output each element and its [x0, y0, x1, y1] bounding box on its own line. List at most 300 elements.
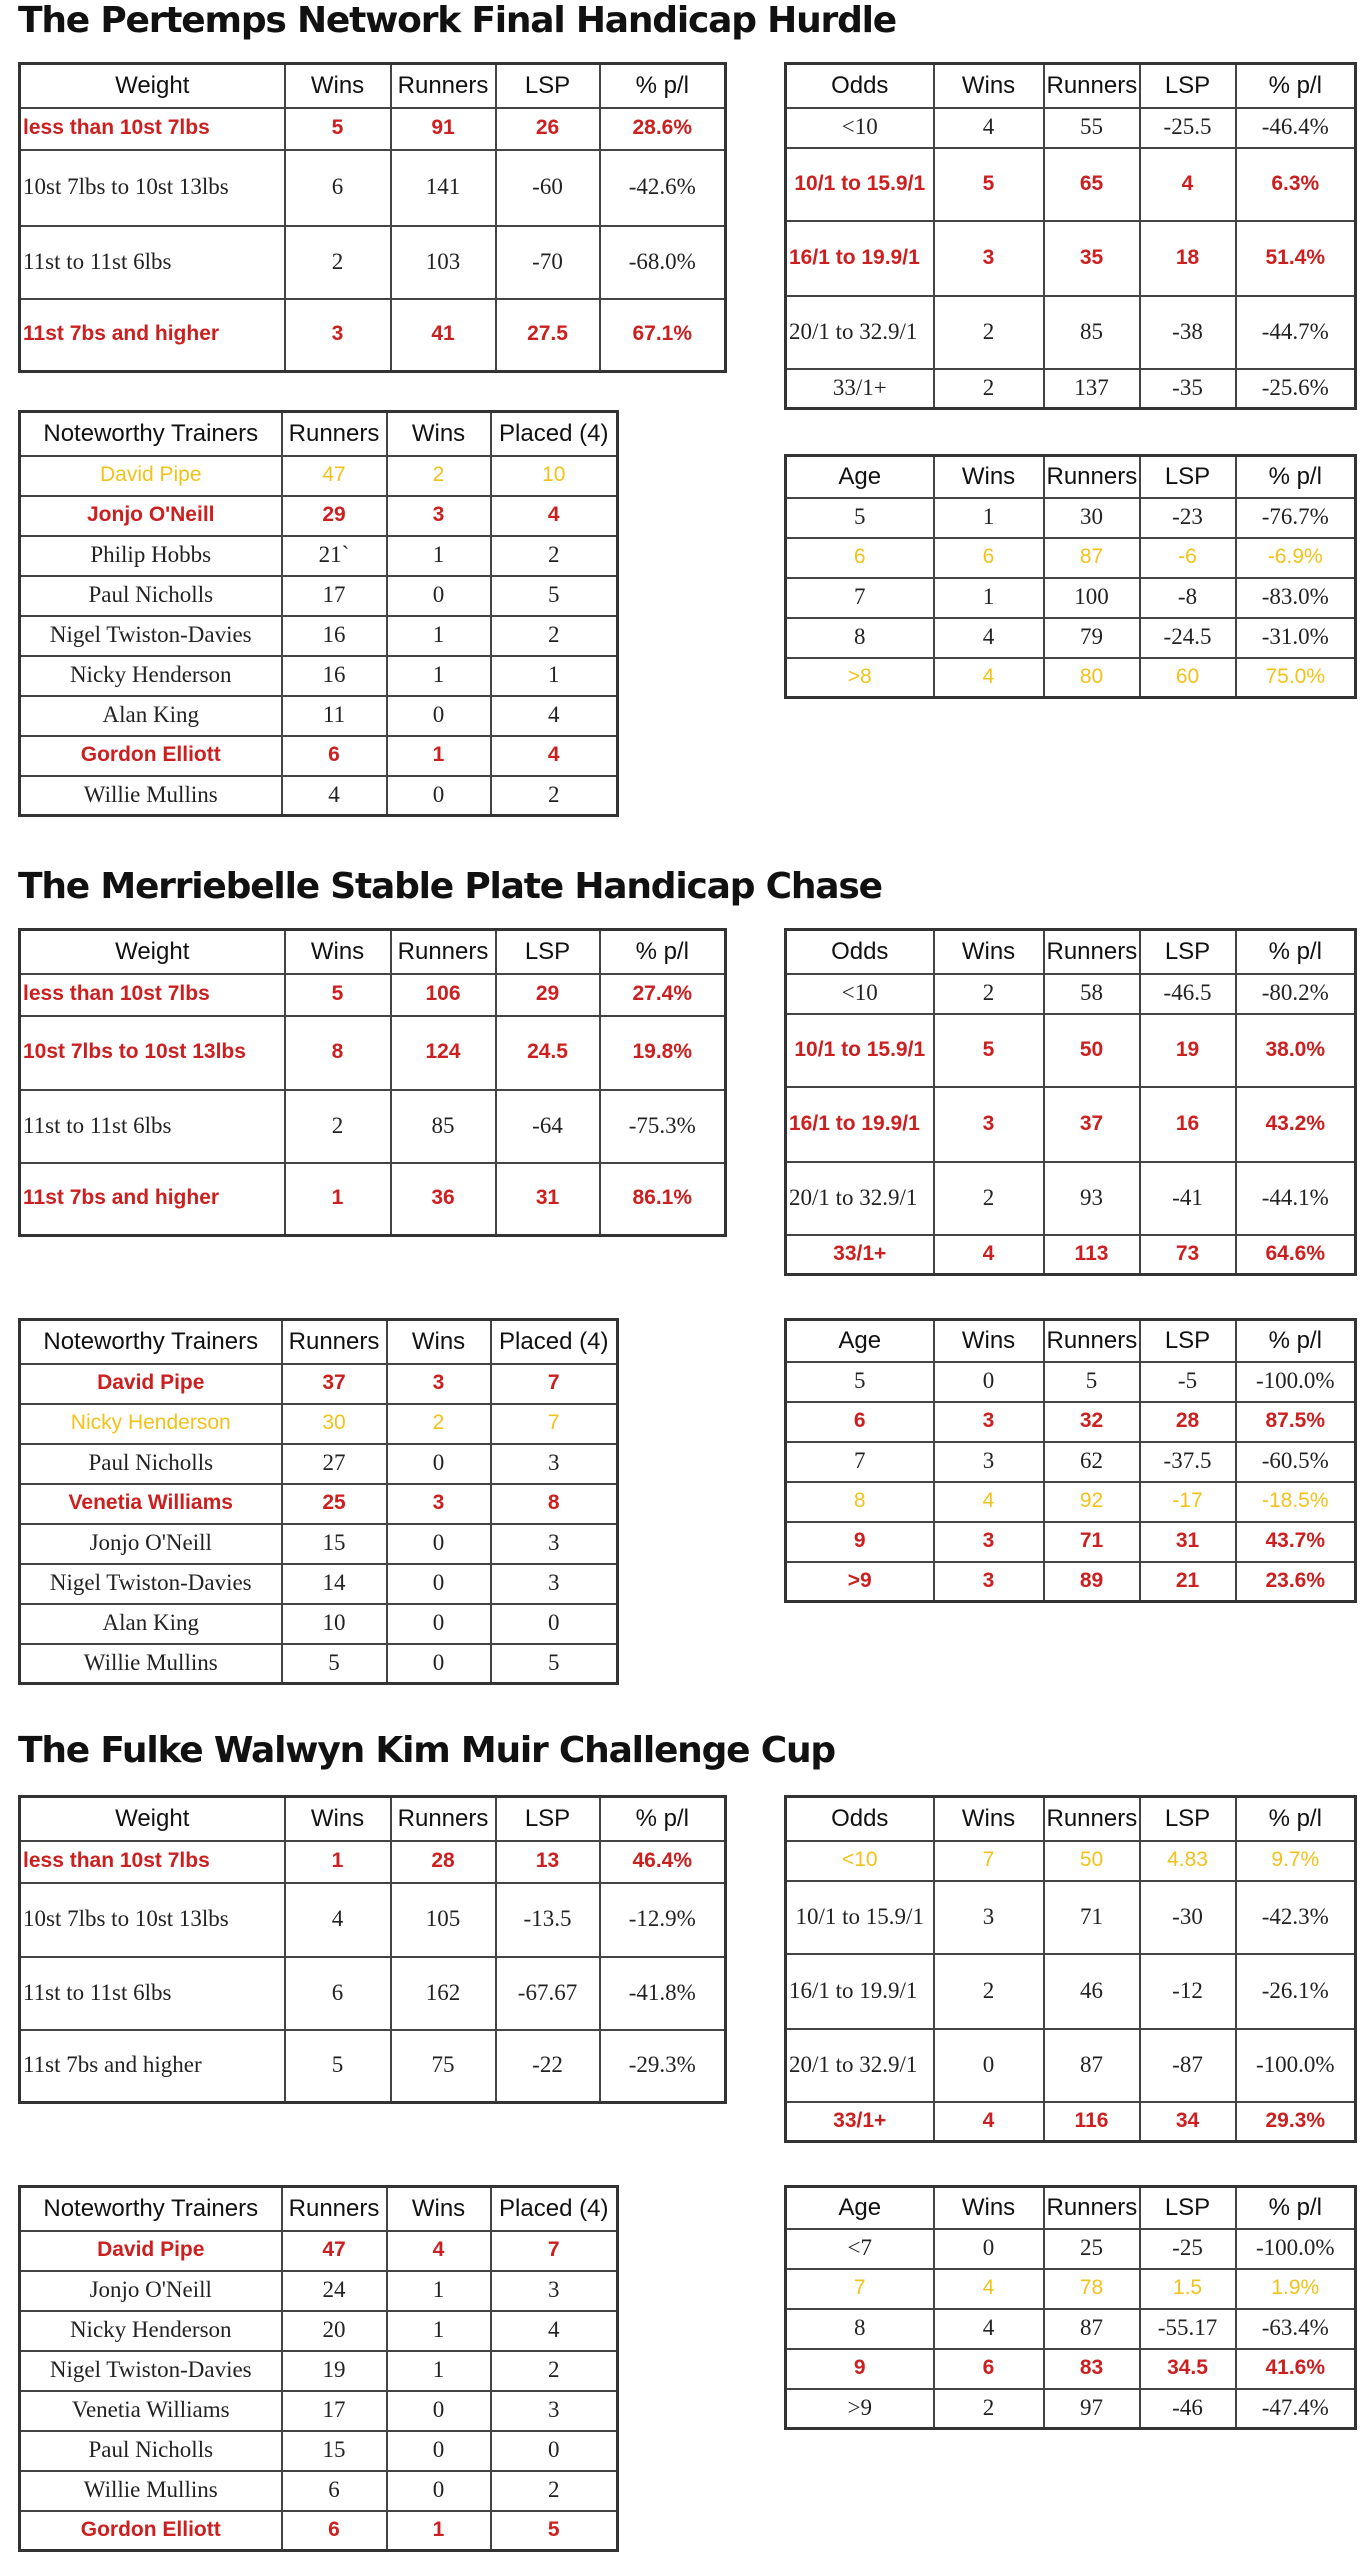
- table-cell: -60.5%: [1236, 1442, 1356, 1482]
- table-cell: <7: [786, 2229, 934, 2269]
- table-cell: 51.4%: [1236, 221, 1356, 296]
- table-row: [20, 1090, 726, 1163]
- table-cell: -70: [496, 226, 600, 299]
- table-cell: 1: [491, 656, 618, 696]
- table-cell: 24: [282, 2271, 387, 2311]
- col-header: Runners: [391, 1797, 496, 1841]
- table-cell: 21`: [282, 536, 387, 576]
- table-cell: 5: [934, 1014, 1044, 1087]
- col-header: Runners: [1044, 2187, 1140, 2229]
- col-header: % p/l: [600, 64, 726, 108]
- table-row: [20, 1484, 618, 1524]
- table-cell: 1: [387, 656, 491, 696]
- table-cell: David Pipe: [20, 456, 282, 496]
- table-cell: 87.5%: [1236, 1402, 1356, 1442]
- col-header: Runners: [282, 412, 387, 456]
- table-cell: 36: [391, 1163, 496, 1236]
- table-cell: 5: [786, 1362, 934, 1402]
- col-header: Noteworthy Trainers: [20, 2187, 282, 2231]
- table-cell: 29: [282, 496, 387, 536]
- table-row: [786, 1087, 1356, 1162]
- table-cell: 64.6%: [1236, 1235, 1356, 1275]
- table-cell: 46.4%: [600, 1841, 726, 1883]
- table-cell: 2: [491, 616, 618, 656]
- table-row: [786, 618, 1356, 658]
- table-cell: 29.3%: [1236, 2102, 1356, 2142]
- col-header: Runners: [282, 2187, 387, 2231]
- table-cell: 10st 7lbs to 10st 13lbs: [20, 1016, 285, 1090]
- table-cell: 33/1+: [786, 1235, 934, 1275]
- table-cell: 162: [391, 1957, 496, 2030]
- table-cell: 7: [786, 578, 934, 618]
- table-cell: 0: [491, 2431, 618, 2471]
- table-cell: 0: [387, 1524, 491, 1564]
- table-cell: Nicky Henderson: [20, 656, 282, 696]
- table-cell: 67.1%: [600, 299, 726, 372]
- table-cell: 29: [496, 974, 600, 1016]
- col-header: Age: [786, 2187, 934, 2229]
- table-row: [786, 369, 1356, 409]
- table-cell: 41.6%: [1236, 2349, 1356, 2389]
- table-row: [786, 1235, 1356, 1275]
- table-cell: 16/1 to 19.9/1: [786, 1087, 934, 1162]
- table-cell: 31: [1140, 1522, 1236, 1562]
- table-cell: 1: [387, 736, 491, 776]
- col-header: % p/l: [1236, 1320, 1356, 1362]
- col-header: LSP: [496, 64, 600, 108]
- col-header: Wins: [934, 64, 1044, 108]
- table-row: [20, 2311, 618, 2351]
- table-cell: 50: [1044, 1841, 1140, 1881]
- table-cell: 8: [786, 1482, 934, 1522]
- table-cell: -100.0%: [1236, 2229, 1356, 2269]
- age-table: [784, 1318, 1357, 1603]
- table-row: [20, 616, 618, 656]
- col-header: Wins: [285, 1797, 391, 1841]
- table-cell: 73: [1140, 1235, 1236, 1275]
- table-cell: Nigel Twiston-Davies: [20, 616, 282, 656]
- col-header: Wins: [934, 930, 1044, 974]
- col-header: Wins: [285, 930, 391, 974]
- table-row: [786, 2029, 1356, 2102]
- table-cell: -55.17: [1140, 2309, 1236, 2349]
- table-cell: -5: [1140, 1362, 1236, 1402]
- table-cell: Willie Mullins: [20, 776, 282, 816]
- col-header: % p/l: [1236, 930, 1356, 974]
- table-cell: less than 10st 7lbs: [20, 1841, 285, 1883]
- table-cell: 86.1%: [600, 1163, 726, 1236]
- col-header: LSP: [1140, 1797, 1236, 1841]
- table-cell: 8: [786, 2309, 934, 2349]
- table-cell: 10/1 to 15.9/1: [786, 1881, 934, 1954]
- table-cell: 27.5: [496, 299, 600, 372]
- table-cell: 11: [282, 696, 387, 736]
- table-cell: 20/1 to 32.9/1: [786, 1162, 934, 1235]
- trainers-table: [18, 2185, 619, 2552]
- table-cell: 5: [786, 498, 934, 538]
- table-cell: 5: [285, 974, 391, 1016]
- table-cell: 87: [1044, 538, 1140, 578]
- table-row: [20, 656, 618, 696]
- table-row: [20, 299, 726, 372]
- table-cell: 3: [285, 299, 391, 372]
- table-cell: 16: [282, 656, 387, 696]
- weight-table: [18, 62, 727, 373]
- table-cell: Nicky Henderson: [20, 1404, 282, 1444]
- table-cell: -18.5%: [1236, 1482, 1356, 1522]
- col-header: % p/l: [1236, 1797, 1356, 1841]
- col-header: Runners: [391, 64, 496, 108]
- table-row: [20, 536, 618, 576]
- table-cell: 3: [491, 1524, 618, 1564]
- table-cell: 6: [285, 1957, 391, 2030]
- table-cell: 1: [934, 498, 1044, 538]
- table-cell: 4: [282, 776, 387, 816]
- table-cell: 16: [282, 616, 387, 656]
- table-cell: -6: [1140, 538, 1236, 578]
- table-cell: 15: [282, 1524, 387, 1564]
- table-cell: -42.3%: [1236, 1881, 1356, 1954]
- table-cell: 0: [387, 1604, 491, 1644]
- table-cell: 124: [391, 1016, 496, 1090]
- table-cell: 0: [934, 2229, 1044, 2269]
- table-cell: 4: [491, 696, 618, 736]
- table-cell: 0: [387, 1444, 491, 1484]
- table-cell: 11st 7bs and higher: [20, 1163, 285, 1236]
- table-cell: 6: [282, 2471, 387, 2511]
- table-cell: <10: [786, 108, 934, 148]
- table-cell: 2: [387, 1404, 491, 1444]
- table-cell: 75.0%: [1236, 658, 1356, 698]
- trainers-table: [18, 1318, 619, 1685]
- table-cell: 20: [282, 2311, 387, 2351]
- table-cell: 2: [285, 226, 391, 299]
- table-cell: -25.6%: [1236, 369, 1356, 409]
- table-cell: 28: [391, 1841, 496, 1883]
- table-cell: -25: [1140, 2229, 1236, 2269]
- table-cell: 27.4%: [600, 974, 726, 1016]
- table-cell: >8: [786, 658, 934, 698]
- table-cell: 1.5: [1140, 2269, 1236, 2309]
- table-cell: 4: [491, 2311, 618, 2351]
- col-header: Placed (4): [491, 2187, 618, 2231]
- table-cell: -23: [1140, 498, 1236, 538]
- table-cell: 3: [934, 1087, 1044, 1162]
- race-title: The Pertemps Network Final Handicap Hurdle: [18, 0, 896, 41]
- table-cell: -87: [1140, 2029, 1236, 2102]
- table-cell: 0: [387, 2431, 491, 2471]
- table-cell: 3: [934, 1881, 1044, 1954]
- col-header: Runners: [1044, 456, 1140, 498]
- table-cell: 6: [285, 150, 391, 226]
- table-cell: -68.0%: [600, 226, 726, 299]
- table-cell: -67.67: [496, 1957, 600, 2030]
- table-cell: Alan King: [20, 1604, 282, 1644]
- table-cell: 3: [387, 496, 491, 536]
- table-cell: >9: [786, 1562, 934, 1602]
- table-cell: 25: [1044, 2229, 1140, 2269]
- table-cell: 6: [786, 1402, 934, 1442]
- table-cell: 4: [1140, 148, 1236, 221]
- table-row: [20, 108, 726, 150]
- table-row: [786, 1014, 1356, 1087]
- table-cell: -25.5: [1140, 108, 1236, 148]
- col-header: Noteworthy Trainers: [20, 412, 282, 456]
- table-cell: -46.5: [1140, 974, 1236, 1014]
- table-cell: 0: [387, 1564, 491, 1604]
- table-cell: Nicky Henderson: [20, 2311, 282, 2351]
- table-cell: 116: [1044, 2102, 1140, 2142]
- age-table: [784, 2185, 1357, 2430]
- table-cell: 37: [1044, 1087, 1140, 1162]
- table-row: [20, 1016, 726, 1090]
- table-cell: David Pipe: [20, 1364, 282, 1404]
- table-cell: 0: [387, 2391, 491, 2431]
- table-row: [786, 538, 1356, 578]
- table-row: [20, 1404, 618, 1444]
- col-header: LSP: [496, 930, 600, 974]
- table-cell: 87: [1044, 2029, 1140, 2102]
- table-cell: 93: [1044, 1162, 1140, 1235]
- col-header: % p/l: [1236, 2187, 1356, 2229]
- table-cell: 6: [282, 2511, 387, 2551]
- col-header: Wins: [387, 412, 491, 456]
- table-cell: -24.5: [1140, 618, 1236, 658]
- table-row: [20, 226, 726, 299]
- table-cell: 2: [491, 2351, 618, 2391]
- table-cell: -31.0%: [1236, 618, 1356, 658]
- col-header: LSP: [1140, 456, 1236, 498]
- table-row: [20, 974, 726, 1016]
- table-cell: 78: [1044, 2269, 1140, 2309]
- table-cell: 62: [1044, 1442, 1140, 1482]
- table-cell: 1: [285, 1841, 391, 1883]
- table-row: [20, 1524, 618, 1564]
- table-cell: -6.9%: [1236, 538, 1356, 578]
- table-cell: 3: [491, 2391, 618, 2431]
- col-header: Wins: [387, 2187, 491, 2231]
- table-cell: <10: [786, 974, 934, 1014]
- table-cell: 92: [1044, 1482, 1140, 1522]
- table-cell: 16: [1140, 1087, 1236, 1162]
- race-title: The Merriebelle Stable Plate Handicap Chase: [18, 866, 882, 907]
- table-row: [20, 1163, 726, 1236]
- table-cell: 9: [786, 1522, 934, 1562]
- table-cell: -37.5: [1140, 1442, 1236, 1482]
- col-header: Odds: [786, 64, 934, 108]
- table-cell: 41: [391, 299, 496, 372]
- table-cell: -38: [1140, 296, 1236, 369]
- table-cell: Alan King: [20, 696, 282, 736]
- col-header: LSP: [1140, 64, 1236, 108]
- table-cell: 34: [1140, 2102, 1236, 2142]
- table-cell: 28: [1140, 1402, 1236, 1442]
- table-cell: 26: [496, 108, 600, 150]
- table-cell: 113: [1044, 1235, 1140, 1275]
- table-cell: 6.3%: [1236, 148, 1356, 221]
- table-cell: 100: [1044, 578, 1140, 618]
- table-row: [20, 696, 618, 736]
- table-cell: 0: [491, 1604, 618, 1644]
- table-cell: 7: [786, 1442, 934, 1482]
- table-cell: -41.8%: [600, 1957, 726, 2030]
- table-cell: 60: [1140, 658, 1236, 698]
- table-row: [20, 2511, 618, 2551]
- table-row: [786, 658, 1356, 698]
- table-cell: 71: [1044, 1522, 1140, 1562]
- table-cell: 5: [491, 1644, 618, 1684]
- table-cell: 30: [282, 1404, 387, 1444]
- table-cell: 55: [1044, 108, 1140, 148]
- table-cell: -12: [1140, 1954, 1236, 2029]
- table-cell: Jonjo O'Neill: [20, 496, 282, 536]
- table-cell: -22: [496, 2030, 600, 2103]
- table-cell: 17: [282, 2391, 387, 2431]
- table-row: [786, 108, 1356, 148]
- age-table: [784, 454, 1357, 699]
- table-cell: Paul Nicholls: [20, 2431, 282, 2471]
- col-header: Wins: [934, 456, 1044, 498]
- table-cell: Willie Mullins: [20, 2471, 282, 2511]
- col-header: LSP: [1140, 1320, 1236, 1362]
- table-row: [20, 2431, 618, 2471]
- table-cell: 0: [387, 1644, 491, 1684]
- table-cell: 43.7%: [1236, 1522, 1356, 1562]
- table-cell: 4: [934, 1482, 1044, 1522]
- table-cell: Willie Mullins: [20, 1644, 282, 1684]
- table-cell: 11st to 11st 6lbs: [20, 226, 285, 299]
- table-cell: 3: [934, 221, 1044, 296]
- table-cell: 7: [491, 1364, 618, 1404]
- table-cell: -76.7%: [1236, 498, 1356, 538]
- table-cell: 35: [1044, 221, 1140, 296]
- table-cell: 0: [934, 1362, 1044, 1402]
- table-row: [786, 1162, 1356, 1235]
- table-cell: Venetia Williams: [20, 1484, 282, 1524]
- table-cell: -30: [1140, 1881, 1236, 1954]
- table-cell: -83.0%: [1236, 578, 1356, 618]
- table-cell: 4: [285, 1883, 391, 1957]
- table-cell: 38.0%: [1236, 1014, 1356, 1087]
- table-cell: 6: [786, 538, 934, 578]
- col-header: % p/l: [1236, 64, 1356, 108]
- table-cell: 2: [491, 2471, 618, 2511]
- table-row: [20, 150, 726, 226]
- table-cell: 2: [934, 2389, 1044, 2429]
- table-cell: -60: [496, 150, 600, 226]
- col-header: Wins: [387, 1320, 491, 1364]
- table-cell: 9.7%: [1236, 1841, 1356, 1881]
- table-cell: 8: [285, 1016, 391, 1090]
- table-cell: 83: [1044, 2349, 1140, 2389]
- table-cell: 8: [786, 618, 934, 658]
- odds-table: [784, 928, 1357, 1276]
- table-row: [20, 1841, 726, 1883]
- table-cell: 3: [934, 1522, 1044, 1562]
- table-cell: 0: [934, 2029, 1044, 2102]
- table-cell: 17: [282, 576, 387, 616]
- table-cell: 11st 7bs and higher: [20, 299, 285, 372]
- table-cell: 3: [491, 1564, 618, 1604]
- table-cell: 4.83: [1140, 1841, 1236, 1881]
- col-header: Placed (4): [491, 1320, 618, 1364]
- table-cell: 1: [387, 2271, 491, 2311]
- table-cell: 0: [387, 776, 491, 816]
- table-cell: 2: [934, 296, 1044, 369]
- table-row: [20, 2351, 618, 2391]
- table-cell: 4: [934, 1235, 1044, 1275]
- table-row: [20, 2471, 618, 2511]
- table-cell: 14: [282, 1564, 387, 1604]
- table-cell: 32: [1044, 1402, 1140, 1442]
- table-row: [20, 2231, 618, 2271]
- table-cell: 89: [1044, 1562, 1140, 1602]
- table-cell: -17: [1140, 1482, 1236, 1522]
- table-row: [20, 776, 618, 816]
- col-header: LSP: [1140, 930, 1236, 974]
- table-row: [786, 2229, 1356, 2269]
- table-cell: -100.0%: [1236, 2029, 1356, 2102]
- table-cell: 19: [282, 2351, 387, 2391]
- table-row: [786, 1362, 1356, 1402]
- table-cell: 87: [1044, 2309, 1140, 2349]
- col-header: Runners: [1044, 1797, 1140, 1841]
- table-cell: 27: [282, 1444, 387, 1484]
- table-cell: 58: [1044, 974, 1140, 1014]
- col-header: Runners: [1044, 930, 1140, 974]
- table-row: [20, 2271, 618, 2311]
- col-header: % p/l: [600, 930, 726, 974]
- table-cell: -26.1%: [1236, 1954, 1356, 2029]
- table-cell: 4: [387, 2231, 491, 2271]
- table-cell: 91: [391, 108, 496, 150]
- table-row: [20, 1564, 618, 1604]
- table-cell: 79: [1044, 618, 1140, 658]
- table-cell: -41: [1140, 1162, 1236, 1235]
- table-row: [20, 1883, 726, 1957]
- weight-table: [18, 1795, 727, 2104]
- table-cell: Paul Nicholls: [20, 1444, 282, 1484]
- table-cell: 4: [934, 2269, 1044, 2309]
- table-cell: 1: [285, 1163, 391, 1236]
- table-cell: Gordon Elliott: [20, 2511, 282, 2551]
- table-cell: 1: [934, 578, 1044, 618]
- table-cell: -47.4%: [1236, 2389, 1356, 2429]
- table-row: [20, 2030, 726, 2103]
- table-cell: 6: [282, 736, 387, 776]
- table-cell: 9: [786, 2349, 934, 2389]
- table-row: [20, 576, 618, 616]
- table-cell: 3: [491, 1444, 618, 1484]
- table-cell: 18: [1140, 221, 1236, 296]
- table-cell: Paul Nicholls: [20, 576, 282, 616]
- table-cell: -8: [1140, 578, 1236, 618]
- table-cell: 4: [934, 2309, 1044, 2349]
- table-cell: 3: [934, 1562, 1044, 1602]
- table-cell: 43.2%: [1236, 1087, 1356, 1162]
- table-cell: 31: [496, 1163, 600, 1236]
- table-row: [20, 1604, 618, 1644]
- col-header: Runners: [1044, 64, 1140, 108]
- table-cell: 24.5: [496, 1016, 600, 1090]
- table-row: [786, 1522, 1356, 1562]
- table-cell: 6: [934, 2349, 1044, 2389]
- table-cell: 1: [387, 2311, 491, 2351]
- col-header: Age: [786, 456, 934, 498]
- table-row: [786, 2389, 1356, 2429]
- table-row: [786, 974, 1356, 1014]
- table-cell: 10/1 to 15.9/1: [786, 148, 934, 221]
